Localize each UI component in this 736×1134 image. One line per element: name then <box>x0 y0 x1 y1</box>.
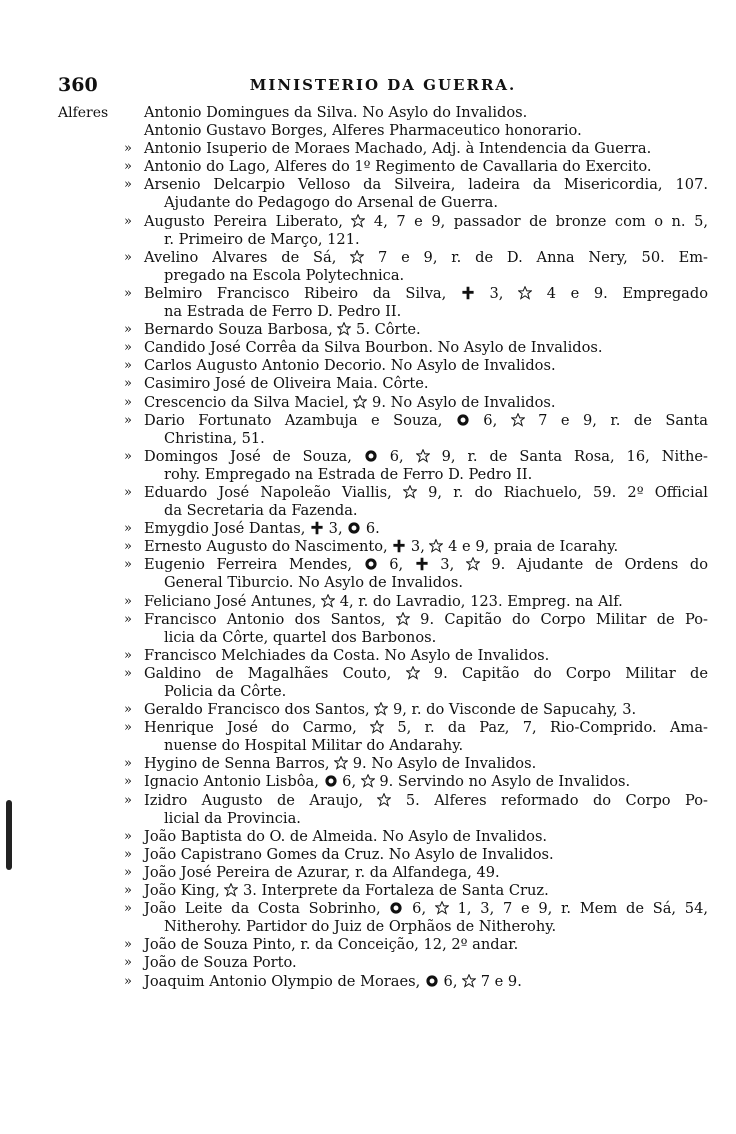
list-item <box>58 538 708 556</box>
star-insignia-icon <box>321 594 335 608</box>
rank-label: » <box>124 955 132 971</box>
rank-label: » <box>124 937 132 953</box>
star-insignia-icon <box>466 557 480 571</box>
entry-text: Francisco Melchiades da Costa. No Asylo de Invalidos. <box>144 646 550 664</box>
entry-text: Hygino de Senna Barros, 9. No Asylo de Invalidos. <box>144 755 537 773</box>
entry-text: Antonio do Lago, Alferes do 1º Regimento de Cavallaria do Exercito. <box>144 158 652 176</box>
list-item <box>58 846 708 864</box>
cross-insignia-icon <box>392 539 406 553</box>
rank-label: » <box>124 593 132 609</box>
rank-label: » <box>124 774 132 790</box>
entry-text: João Leite da Costa Sobrinho, 6, 1, 3, 7 e 9, r. Mem de Sá, 54, <box>144 900 709 918</box>
list-item <box>58 520 708 538</box>
star-insignia-icon <box>462 974 476 988</box>
rose-insignia-icon <box>389 901 403 915</box>
star-insignia-icon <box>429 539 443 553</box>
rank-label: » <box>124 792 132 808</box>
page-header <box>58 74 708 100</box>
list-item <box>58 158 708 176</box>
entry-text: Augusto Pereira Liberato, 4, 7 e 9, passador de bronze com o n. 5, <box>144 212 708 230</box>
rank-label: » <box>124 340 132 356</box>
rank-label: » <box>124 376 132 392</box>
entry-text: Antonio Gustavo Borges, Alferes Pharmaceutico honorario. <box>144 122 582 140</box>
officer-list <box>58 104 708 991</box>
entry-text: João Capistrano Gomes da Cruz. No Asylo de Invalidos. <box>144 845 554 863</box>
star-insignia-icon <box>435 901 449 915</box>
list-item <box>58 719 708 755</box>
entry-text: Feliciano José Antunes, 4, r. do Lavradio, 123. Empreg. na Alf. <box>144 592 623 610</box>
page-number: 360 <box>58 74 98 96</box>
rank-label: » <box>124 412 132 428</box>
entry-text: João José Pereira de Azurar, r. da Alfandega, 49. <box>144 863 500 881</box>
entry-text: João Baptista do O. de Almeida. No Asylo de Invalidos. <box>144 827 548 845</box>
list-item <box>58 448 708 484</box>
entry-continuation: da Secretaria da Fazenda. <box>164 502 358 520</box>
rose-insignia-icon <box>364 557 378 571</box>
entry-text: Dario Fortunato Azambuja e Souza, 6, 7 e 9, r. de Santa <box>144 411 708 429</box>
rose-insignia-icon <box>456 413 470 427</box>
entry-text: Domingos José de Souza, 6, 9, r. de Santa Rosa, 16, Nithe- <box>144 447 708 465</box>
entry-text: Joaquim Antonio Olympio de Moraes, 6, 7 e 9. <box>144 972 522 990</box>
star-insignia-icon <box>370 720 384 734</box>
rank-label: » <box>124 901 132 917</box>
entry-text: Henrique José do Carmo, 5, r. da Paz, 7, Rio-Comprido. Ama- <box>144 719 708 737</box>
entry-text: Arsenio Delcarpio Velloso da Silveira, ladeira da Misericordia, 107. <box>144 176 708 194</box>
list-item <box>58 701 708 719</box>
list-item <box>58 900 708 936</box>
list-item <box>58 611 708 647</box>
list-item <box>58 357 708 375</box>
entry-continuation: pregado na Escola Polytechnica. <box>164 266 405 284</box>
scan-margin-mark <box>6 800 12 870</box>
rank-label: » <box>124 285 132 301</box>
star-insignia-icon <box>337 322 351 336</box>
entry-text: Galdino de Magalhães Couto, 9. Capitão do Corpo Militar de <box>144 664 708 682</box>
list-item <box>58 140 708 158</box>
rank-label: » <box>124 846 132 862</box>
list-item <box>58 792 708 828</box>
star-insignia-icon <box>406 666 420 680</box>
rank-label: » <box>124 213 132 229</box>
rank-label: » <box>124 973 132 989</box>
list-item <box>58 249 708 285</box>
entry-text: João de Souza Porto. <box>144 954 297 972</box>
star-insignia-icon <box>518 286 532 300</box>
entry-continuation: r. Primeiro de Março, 121. <box>164 230 360 248</box>
entry-text: Avelino Alvares de Sá, 7 e 9, r. de D. Anna Nery, 50. Em- <box>144 248 708 266</box>
rank-label: » <box>124 521 132 537</box>
list-item <box>58 882 708 900</box>
rank-label: » <box>124 249 132 265</box>
rank-label: » <box>124 883 132 899</box>
rank-label: » <box>124 702 132 718</box>
entry-text: Antonio Isuperio de Moraes Machado, Adj. à Intendencia da Guerra. <box>144 140 652 158</box>
list-item <box>58 375 708 393</box>
running-title: MINISTERIO DA GUERRA. <box>249 76 517 94</box>
star-insignia-icon <box>403 485 417 499</box>
star-insignia-icon <box>374 702 388 716</box>
star-insignia-icon <box>334 756 348 770</box>
list-item <box>58 665 708 701</box>
entry-continuation: Ajudante do Pedagogo do Arsenal de Guerra. <box>164 194 498 212</box>
cross-insignia-icon <box>415 557 429 571</box>
star-insignia-icon <box>416 449 430 463</box>
list-item <box>58 176 708 212</box>
rank-label: » <box>124 611 132 627</box>
entry-text: Casimiro José de Oliveira Maia. Côrte. <box>144 375 429 393</box>
rose-insignia-icon <box>324 774 338 788</box>
list-item <box>58 104 708 122</box>
star-insignia-icon <box>351 214 365 228</box>
list-item <box>58 412 708 448</box>
entry-continuation: na Estrada de Ferro D. Pedro II. <box>164 303 402 321</box>
entry-continuation: Christina, 51. <box>164 429 265 447</box>
list-item <box>58 213 708 249</box>
entry-text: Eugenio Ferreira Mendes, 6, 3, 9. Ajudante de Ordens do <box>144 556 708 574</box>
entry-text: João King, 3. Interprete da Fortaleza de Santa Cruz. <box>144 882 549 900</box>
rank-label: » <box>124 756 132 772</box>
rose-insignia-icon <box>425 974 439 988</box>
rose-insignia-icon <box>364 449 378 463</box>
list-item <box>58 556 708 592</box>
rank-label: » <box>124 484 132 500</box>
rank-label: » <box>124 828 132 844</box>
rank-label: » <box>124 539 132 555</box>
entry-text: Carlos Augusto Antonio Decorio. No Asylo de Invalidos. <box>144 357 556 375</box>
entry-continuation: nuense do Hospital Militar do Andarahy. <box>164 737 464 755</box>
rank-label: » <box>124 177 132 193</box>
star-insignia-icon <box>377 793 391 807</box>
rank-label: » <box>124 322 132 338</box>
rank-label: » <box>124 720 132 736</box>
entry-text: Geraldo Francisco dos Santos, 9, r. do Visconde de Sapucahy, 3. <box>144 701 637 719</box>
list-item <box>58 122 708 140</box>
rank-label: » <box>124 448 132 464</box>
list-item <box>58 321 708 339</box>
entry-text: Emygdio José Dantas, 3, 6. <box>144 520 380 538</box>
list-item <box>58 647 708 665</box>
entry-text: Eduardo José Napoleão Viallis, 9, r. do Riachuelo, 59. 2º Official <box>144 483 708 501</box>
rank-label: » <box>124 159 132 175</box>
entry-continuation: licia da Côrte, quartel dos Barbonos. <box>164 628 437 646</box>
star-insignia-icon <box>224 883 238 897</box>
entry-text: Belmiro Francisco Ribeiro da Silva, 3, 4 e 9. Empregado <box>144 284 709 302</box>
entry-text: Crescencio da Silva Maciel, 9. No Asylo de Invalidos. <box>144 393 556 411</box>
list-item <box>58 954 708 972</box>
entry-continuation: licial da Provincia. <box>164 809 301 827</box>
star-insignia-icon <box>361 774 375 788</box>
list-item <box>58 973 708 991</box>
list-item <box>58 755 708 773</box>
rank-label: » <box>124 864 132 880</box>
entry-text: Ignacio Antonio Lisbôa, 6, 9. Servindo no Asylo de Invalidos. <box>144 773 631 791</box>
star-insignia-icon <box>350 250 364 264</box>
rank-label: » <box>124 358 132 374</box>
entry-text: Francisco Antonio dos Santos, 9. Capitão do Corpo Militar de Po- <box>144 610 708 628</box>
entry-text: Izidro Augusto de Araujo, 5. Alferes reformado do Corpo Po- <box>144 791 708 809</box>
entry-text: Bernardo Souza Barbosa, 5. Côrte. <box>144 321 421 339</box>
star-insignia-icon <box>353 395 367 409</box>
list-item <box>58 773 708 791</box>
rank-label: » <box>124 141 132 157</box>
rose-insignia-icon <box>347 521 361 535</box>
star-insignia-icon <box>511 413 525 427</box>
entry-continuation: General Tiburcio. No Asylo de Invalidos. <box>164 574 463 592</box>
list-item <box>58 828 708 846</box>
star-insignia-icon <box>396 612 410 626</box>
entry-text: Ernesto Augusto do Nascimento, 3, 4 e 9, praia de Icarahy. <box>144 538 619 556</box>
list-item <box>58 864 708 882</box>
cross-insignia-icon <box>310 521 324 535</box>
rank-label: » <box>124 557 132 573</box>
list-item <box>58 285 708 321</box>
list-item <box>58 936 708 954</box>
list-item <box>58 593 708 611</box>
cross-insignia-icon <box>461 286 475 300</box>
list-item <box>58 484 708 520</box>
entry-text: Candido José Corrêa da Silva Bourbon. No Asylo de Invalidos. <box>144 339 603 357</box>
rank-label: » <box>124 394 132 410</box>
entry-continuation: rohy. Empregado na Estrada de Ferro D. Pedro II. <box>164 465 533 483</box>
rank-label: » <box>124 665 132 681</box>
entry-continuation: Policia da Côrte. <box>164 683 287 700</box>
entry-text: João de Souza Pinto, r. da Conceição, 12, 2º andar. <box>144 936 519 954</box>
rank-label: » <box>124 647 132 663</box>
list-item <box>58 394 708 412</box>
entry-text: Antonio Domingues da Silva. No Asylo do Invalidos. <box>144 104 528 121</box>
list-item <box>58 339 708 357</box>
entry-continuation: Nitherohy. Partidor do Juiz de Orphãos de Nitherohy. <box>164 918 557 936</box>
rank-label: Alferes <box>58 105 109 121</box>
